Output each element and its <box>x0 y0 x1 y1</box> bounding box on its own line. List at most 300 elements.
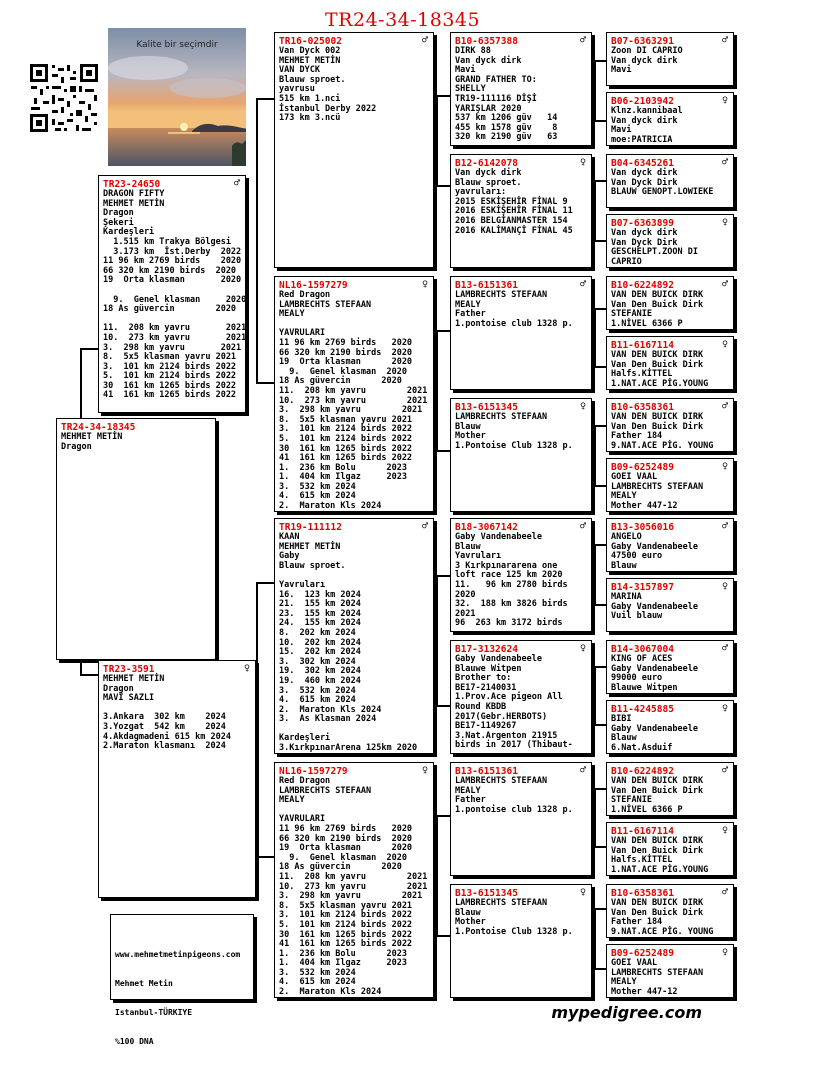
qr-code <box>28 62 100 134</box>
detail-line: Gaby Vandenabeele <box>611 723 698 734</box>
female-icon: ♀ <box>243 663 250 674</box>
detail-line: Blauw sproet. <box>455 177 522 188</box>
detail-line: İstanbul Derby 2022 <box>279 103 377 114</box>
detail-line: MEALY <box>455 299 481 310</box>
detail-line: MEHMET METİN <box>103 198 165 209</box>
detail-line: 18 As güvercin 2020 <box>279 862 402 873</box>
ring-number: TR24-34-18345 <box>61 422 136 433</box>
ring-number: B14-3157897 <box>611 582 674 593</box>
male-icon: ♂ <box>579 35 586 46</box>
detail-line: 2015 ESKİŞEHİR FİNAL 9 <box>455 196 568 207</box>
ring-number: B12-6142078 <box>455 158 518 169</box>
detail-line: MEHMET METİN <box>61 432 123 442</box>
detail-line: 47500 euro <box>611 551 663 562</box>
detail-line: Mavi <box>455 65 476 76</box>
pigeon-details <box>611 291 729 329</box>
pigeon-details <box>279 47 429 124</box>
gggp-box-9[interactable] <box>606 518 734 572</box>
female-icon: ♀ <box>721 217 728 228</box>
detail-line: LAMBRECHTS STEFAAN <box>455 776 548 786</box>
ring-number: B13-6151345 <box>455 402 518 413</box>
detail-line: Dragon <box>61 441 92 452</box>
detail-line: Van dyck dirk <box>611 55 678 66</box>
pigeon-details <box>611 593 729 622</box>
detail-line: Kardeşleri <box>103 227 155 238</box>
detail-line: LAMBRECHTS STEFAAN <box>455 898 548 908</box>
detail-line: birds in 2017 (Thibaut- <box>455 740 573 751</box>
pigeon-details <box>455 655 587 751</box>
detail-line: 3. 302 km 2024 <box>279 656 356 667</box>
male-icon: ♂ <box>721 887 728 898</box>
detail-line: LAMBRECHTS STEFAAN <box>455 290 548 300</box>
ring-number: B07-6363899 <box>611 218 674 229</box>
female-icon: ♀ <box>579 157 586 168</box>
detail-line: 1.Pontoise Club 1328 p. <box>455 926 573 937</box>
ring-number: B13-6151345 <box>455 888 518 899</box>
ring-number: B18-3067142 <box>455 522 518 533</box>
pigeon-details <box>611 107 729 145</box>
detail-line: VAN DYCK <box>279 65 320 76</box>
detail-line: Blauw <box>455 541 481 552</box>
pigeon-details <box>455 899 587 937</box>
detail-line: Dragon <box>103 208 134 219</box>
detail-line: 3. 101 km 2124 birds 2022 <box>279 424 413 435</box>
ring-number: NL16-1597279 <box>279 766 348 777</box>
detail-line: 5. 101 km 2124 birds 2022 <box>279 433 413 444</box>
detail-line: 2016 ESKİŞEHİR FİNAL 11 <box>455 206 573 217</box>
detail-line: Father 184 <box>611 431 663 442</box>
detail-line: MEHMET METİN <box>103 674 165 684</box>
detail-line: Şekeri <box>103 217 134 228</box>
ring-number: B10-6358361 <box>611 402 674 413</box>
detail-line: 2. Maraton Kls 2024 <box>279 987 382 998</box>
ggp-box-5[interactable] <box>450 518 592 632</box>
detail-line: 11 96 km 2769 birds 2020 <box>103 256 242 267</box>
detail-line: 11. 208 km yavru 2021 <box>279 385 428 396</box>
gggp-box-15[interactable] <box>606 884 734 938</box>
detail-line: 6.Nat.Asduif <box>611 742 673 753</box>
detail-line: Father <box>455 795 486 806</box>
detail-line: SHELLY <box>455 84 486 95</box>
detail-line: 1.Pontoise Club 1328 p. <box>455 440 573 451</box>
male-icon: ♂ <box>721 401 728 412</box>
detail-line: MEHMET METİN <box>279 541 341 552</box>
detail-line: CAPRIO <box>611 256 642 267</box>
detail-line: 3 Kırkpınararena one <box>455 560 558 571</box>
detail-line: 96 263 km 3172 birds <box>455 618 563 629</box>
detail-line: 19 Orta klasman 2020 <box>103 275 242 286</box>
gggp-box-13[interactable] <box>606 762 734 816</box>
detail-line: 3.Nat.Argenton 21915 <box>455 730 558 741</box>
sire-dam-box[interactable] <box>274 276 434 512</box>
detail-line: Van Den Buick Dirk <box>611 421 704 432</box>
detail-line: 11 96 km 2769 birds 2020 <box>279 823 413 834</box>
detail-line: VAN DEN BUICK DIRK <box>611 412 704 422</box>
gggp-box-8[interactable] <box>606 458 734 512</box>
detail-line: Van dyck dirk <box>455 55 522 66</box>
ring-number: B17-3132624 <box>455 644 518 655</box>
detail-line: MEALY <box>279 309 305 320</box>
contact-website[interactable]: www.mehmetmetinpigeons.com <box>115 950 241 960</box>
detail-line: Halfs.KİTTEL <box>611 369 673 380</box>
detail-line: 3.173 km İst.Derby 2022 <box>103 246 242 257</box>
detail-line: 1. 404 km Ilgaz 2023 <box>279 958 407 969</box>
detail-line: 10. 202 km 2024 <box>279 637 361 648</box>
detail-line: Mavi <box>611 65 632 76</box>
detail-line: 10. 273 km yavru 2021 <box>279 881 428 892</box>
ring-number: B07-6363291 <box>611 36 674 47</box>
gggp-box-12[interactable] <box>606 700 734 754</box>
dam-box[interactable] <box>98 660 256 898</box>
detail-line: 1.NAT.ACE PİG.YOUNG <box>611 378 709 389</box>
detail-line: Red Dragon <box>279 776 331 786</box>
pigeon-details <box>279 777 429 998</box>
detail-line: 99000 euro <box>611 673 663 684</box>
sunset-photo <box>108 28 246 166</box>
detail-line: Mother 447-12 <box>611 500 678 511</box>
detail-line: 30 161 km 1265 birds 2022 <box>103 380 237 391</box>
detail-line: 537 km 1206 güv 14 <box>455 113 558 124</box>
detail-line: BLAUW GENOPT.LOWIEKE <box>611 187 714 198</box>
detail-line: GRAND FATHER TO: <box>455 74 537 85</box>
detail-line: Mother <box>455 917 486 928</box>
detail-line: 3. 532 km 2024 <box>279 967 356 978</box>
detail-line: 9. Genel klasman 2020 <box>279 366 407 377</box>
female-icon: ♀ <box>721 461 728 472</box>
pigeon-details <box>455 777 587 815</box>
detail-line: 5. 101 km 2124 birds 2022 <box>279 919 413 930</box>
gggp-box-4[interactable] <box>606 214 734 268</box>
male-icon: ♂ <box>721 643 728 654</box>
detail-line: 4. 615 km 2024 <box>279 695 356 706</box>
detail-line: 41 161 km 1265 birds 2022 <box>279 453 413 464</box>
detail-line: 1. 236 km Bolu 2023 <box>279 948 407 959</box>
detail-line: 41 161 km 1265 birds 2022 <box>103 390 237 401</box>
ring-number: B10-6224892 <box>611 766 674 777</box>
detail-line: Red Dragon <box>279 290 331 300</box>
ggp-box-8[interactable] <box>450 884 592 998</box>
detail-line: 2020 <box>455 589 476 600</box>
male-icon: ♂ <box>579 521 586 532</box>
detail-line: LAMBRECHTS STEFAAN <box>279 299 372 310</box>
gggp-box-6[interactable] <box>606 336 734 390</box>
detail-line: Dragon <box>103 683 134 694</box>
detail-line: 2016 KALİMANÇİ FİNAL 45 <box>455 225 573 236</box>
detail-line: 3.Ankara 302 km 2024 <box>103 712 226 723</box>
female-icon: ♀ <box>579 401 586 412</box>
contact-box <box>110 914 254 1046</box>
detail-line: YARIŞLAR 2020 <box>455 103 522 114</box>
detail-line: 1.NİVEL 6366 P <box>611 318 683 329</box>
detail-line: Blauw <box>455 907 481 918</box>
detail-line: 9. Genel klasman 2020 <box>103 294 247 305</box>
pigeon-details <box>103 189 247 401</box>
gggp-box-10[interactable] <box>606 578 734 632</box>
detail-line: 2. Maraton Kls 2024 <box>279 501 382 512</box>
gggp-box-3[interactable] <box>606 154 734 208</box>
detail-line: Blauwe Witpen <box>455 663 522 674</box>
detail-line: 1.NAT.ACE PİG.YOUNG <box>611 864 709 875</box>
detail-line: GOEI VAAL <box>611 472 658 482</box>
ring-number: TR19-111112 <box>279 522 342 533</box>
detail-line: 19. 302 km 2024 <box>279 666 361 677</box>
detail-line: moe:PATRICIA <box>611 134 673 145</box>
detail-line: Blauw sproet. <box>279 560 346 571</box>
detail-line: Van dyck dirk <box>611 228 678 238</box>
detail-line: YAVRULARI <box>279 814 326 825</box>
detail-line: Kardeşleri <box>279 733 331 744</box>
detail-line: 9.NAT.ACE PİG. YOUNG <box>611 926 714 937</box>
detail-line: LAMBRECHTS STEFAAN <box>279 785 372 796</box>
detail-line: 3. As Klasman 2024 <box>279 714 377 725</box>
detail-line: 5. 101 km 2124 birds 2022 <box>103 371 237 382</box>
detail-line: 3.KırkpınarArena 125km 2020 <box>279 743 418 754</box>
ring-number: B09-6252489 <box>611 948 674 959</box>
detail-line: 1.Prov.Ace pigeon All <box>455 692 563 703</box>
detail-line: MEALY <box>455 785 481 796</box>
detail-line: 18 As güvercin 2020 <box>103 304 237 315</box>
detail-line: Gaby Vandenabeele <box>611 541 698 552</box>
pigeon-details <box>611 229 729 267</box>
detail-line: 41 161 km 1265 birds 2022 <box>279 939 413 950</box>
gggp-box-5[interactable] <box>606 276 734 330</box>
contact-dna: %100 DNA <box>115 1036 154 1046</box>
detail-line: 11. 208 km yavru 2021 <box>103 323 247 334</box>
detail-line: BE17-1149267 <box>455 721 517 732</box>
detail-line: DRAGON FIFTY <box>103 189 165 199</box>
detail-line: Zoon DI CAPRIO <box>611 46 683 56</box>
detail-line: Blauwe Witpen <box>611 682 678 693</box>
detail-line: Van Den Buick Dirk <box>611 907 704 918</box>
detail-line: Van Den Buick Dirk <box>611 299 704 310</box>
contact-location: Istanbul-TÜRKIYE <box>115 1007 193 1017</box>
detail-line: 3. 101 km 2124 birds 2022 <box>279 910 413 921</box>
detail-line: 30 161 km 1265 birds 2022 <box>279 929 413 940</box>
detail-line: yavruları: <box>455 187 507 198</box>
male-icon: ♂ <box>421 521 428 532</box>
detail-line: 320 km 2190 güv 63 <box>455 132 558 143</box>
ggp-box-3[interactable] <box>450 276 592 390</box>
ring-number: B11-6167114 <box>611 826 674 837</box>
detail-line: Gaby Vandenabeele <box>455 654 542 664</box>
detail-line: 32. 188 km 3826 birds <box>455 599 568 610</box>
ggp-box-1[interactable] <box>450 32 592 146</box>
female-icon: ♀ <box>721 947 728 958</box>
detail-line: GOEI VAAL <box>611 958 658 968</box>
male-icon: ♂ <box>579 765 586 776</box>
male-icon: ♂ <box>721 765 728 776</box>
detail-line: 18 As güvercin 2020 <box>279 376 402 387</box>
detail-line: 3. 298 km yavru 2021 <box>279 405 423 416</box>
pigeon-details <box>103 675 251 752</box>
detail-line: 3. 532 km 2024 <box>279 685 356 696</box>
pigeon-details <box>279 291 429 512</box>
detail-line: Klnz.kannibaal <box>611 106 683 116</box>
detail-line: TR19-111116 DİŞİ <box>455 93 537 104</box>
detail-line: KAAN <box>279 532 300 542</box>
detail-line: BE17-2140031 <box>455 682 517 693</box>
detail-line: 23. 155 km 2024 <box>279 608 361 619</box>
ring-number: B13-3056016 <box>611 522 674 533</box>
ggp-box-6[interactable] <box>450 640 592 754</box>
detail-line: 10. 273 km yavru 2021 <box>279 395 428 406</box>
ring-number: B04-6345261 <box>611 158 674 169</box>
female-icon: ♀ <box>721 581 728 592</box>
detail-line: 11. 208 km yavru 2021 <box>279 871 428 882</box>
detail-line: BIBI <box>611 714 632 724</box>
detail-line: 1. 236 km Bolu 2023 <box>279 462 407 473</box>
detail-line: MEALY <box>611 491 637 502</box>
detail-line: MEALY <box>279 795 305 806</box>
gggp-box-1[interactable] <box>606 32 734 86</box>
pigeon-details <box>455 47 587 143</box>
detail-line: Van Dyck 002 <box>279 46 341 56</box>
detail-line: Vuil blauw <box>611 611 663 622</box>
detail-line: STEFANIE <box>611 795 652 806</box>
male-icon: ♂ <box>421 35 428 46</box>
female-icon: ♀ <box>579 887 586 898</box>
ggp-box-4[interactable] <box>450 398 592 512</box>
detail-line: MAVİ SAZLI <box>103 693 155 704</box>
detail-line: Van dyck dirk <box>611 115 678 126</box>
detail-line: 11 96 km 2769 birds 2020 <box>279 337 413 348</box>
sire-box[interactable] <box>98 175 246 413</box>
sire-sire-box[interactable] <box>274 32 434 268</box>
pigeon-details <box>611 715 729 753</box>
male-icon: ♂ <box>721 521 728 532</box>
detail-line: 3. 532 km 2024 <box>279 481 356 492</box>
pedigree-title: TR24-34-18345 <box>325 9 481 31</box>
detail-line: Brother to: <box>455 673 512 684</box>
detail-line: 19 Orta klasman 2020 <box>279 357 413 368</box>
detail-line: Gaby Vandenabeele <box>455 532 542 542</box>
ring-number: TR23-3591 <box>103 664 155 675</box>
gggp-box-11[interactable] <box>606 640 734 694</box>
detail-line: 30 161 km 1265 birds 2022 <box>279 443 413 454</box>
ring-number: B14-3067004 <box>611 644 674 655</box>
female-icon: ♀ <box>579 643 586 654</box>
detail-line: 515 km 1.nci <box>279 93 341 104</box>
ggp-box-7[interactable] <box>450 762 592 876</box>
pigeon-details <box>611 959 729 997</box>
ring-number: B11-4245885 <box>611 704 674 715</box>
detail-line: KING OF ACES <box>611 654 673 664</box>
detail-line: Mavi <box>611 125 632 136</box>
detail-line: Round KBDB <box>455 701 507 712</box>
detail-line: 1.NİVEL 6366 P <box>611 804 683 815</box>
brand-logo[interactable]: mypedigree.com <box>551 1003 702 1022</box>
detail-line: Mother <box>455 431 486 442</box>
detail-line: 19. 460 km 2024 <box>279 675 361 686</box>
female-icon: ♀ <box>721 703 728 714</box>
detail-line: YAVRULARI <box>279 328 326 339</box>
dam-dam-box[interactable] <box>274 762 434 998</box>
detail-line: 66 320 km 2190 birds 2020 <box>103 265 237 276</box>
dam-sire-box[interactable] <box>274 518 434 754</box>
pigeon-details <box>611 899 729 937</box>
detail-line: 2016 BELGİANMASTER 154 <box>455 215 568 226</box>
male-icon: ♂ <box>721 35 728 46</box>
detail-line: 2. Maraton Kls 2024 <box>279 704 382 715</box>
detail-line: MEALY <box>611 977 637 988</box>
pigeon-details <box>611 473 729 511</box>
detail-line: 8. 5x5 klasman yavru 2021 <box>279 414 413 425</box>
gggp-box-7[interactable] <box>606 398 734 452</box>
detail-line: VAN DEN BUICK DIRK <box>611 350 704 360</box>
detail-line: 3. 101 km 2124 birds 2022 <box>103 361 237 372</box>
gggp-box-16[interactable] <box>606 944 734 998</box>
detail-line: Gaby Vandenabeele <box>611 601 698 612</box>
male-icon: ♂ <box>721 279 728 290</box>
detail-line: 4.Akdagmadeni 615 km 2024 <box>103 731 231 742</box>
detail-line: 8. 5x5 klasman yavru 2021 <box>279 900 413 911</box>
pigeon-details <box>455 413 587 451</box>
detail-line: Father 184 <box>611 917 663 928</box>
gggp-box-14[interactable] <box>606 822 734 876</box>
ring-number: TR16-025002 <box>279 36 342 47</box>
detail-line: 10. 273 km yavru 2021 <box>103 332 247 343</box>
detail-line: 173 km 3.ncü <box>279 113 341 124</box>
detail-line: Halfs.KİTTEL <box>611 855 673 866</box>
detail-line: Van Dyck Dirk <box>611 177 678 188</box>
ring-number: B10-6357388 <box>455 36 518 47</box>
pigeon-details <box>611 837 729 875</box>
ring-number: NL16-1597279 <box>279 280 348 291</box>
detail-line: VAN DEN BUICK DIRK <box>611 776 704 786</box>
ggp-box-2[interactable] <box>450 154 592 268</box>
detail-line: 1.pontoise club 1328 p. <box>455 804 573 815</box>
detail-line: loft race 125 km 2020 <box>455 570 563 581</box>
detail-line: 16. 123 km 2024 <box>279 589 361 600</box>
ring-number: B10-6358361 <box>611 888 674 899</box>
pigeon-details <box>611 47 729 76</box>
male-icon: ♂ <box>579 279 586 290</box>
pigeon-details <box>611 413 729 451</box>
detail-line: 2.Maraton klasmanı 2024 <box>103 741 226 752</box>
pigeon-details <box>611 655 729 693</box>
detail-line: 66 320 km 2190 birds 2020 <box>279 347 413 358</box>
pigeon-details <box>279 533 429 754</box>
detail-line: 19 Orta klasman 2020 <box>279 843 413 854</box>
detail-line: GESCHELPT.ZOON DI <box>611 247 698 258</box>
detail-line: Yavruları <box>455 551 502 562</box>
detail-line: 24. 155 km 2024 <box>279 618 361 629</box>
detail-line: 8. 5x5 klasman yavru 2021 <box>103 352 237 363</box>
detail-line: 1. 404 km Ilgaz 2023 <box>279 472 407 483</box>
detail-line: 21. 155 km 2024 <box>279 599 361 610</box>
pigeon-details <box>611 777 729 815</box>
ring-number: B13-6151361 <box>455 280 518 291</box>
detail-line: LAMBRECHTS STEFAAN <box>455 412 548 422</box>
detail-line: 66 320 km 2190 birds 2020 <box>279 833 413 844</box>
contact-name: Mehmet Metin <box>115 978 173 988</box>
detail-line: Blauw <box>455 421 481 432</box>
detail-line: 455 km 1578 güv 8 <box>455 122 558 133</box>
detail-line: Van Dyck Dirk <box>611 237 678 248</box>
ring-number: B13-6151361 <box>455 766 518 777</box>
subject-box[interactable] <box>56 418 216 660</box>
detail-line: Gaby <box>279 551 300 562</box>
pigeon-details <box>61 433 211 452</box>
ring-number: B09-6252489 <box>611 462 674 473</box>
ring-number: B06-2103942 <box>611 96 674 107</box>
gggp-box-2[interactable] <box>606 92 734 146</box>
detail-line: DIRK 88 <box>455 46 491 56</box>
detail-line: 8. 202 km 2024 <box>279 627 356 638</box>
detail-line: 2017(Gebr.HERBOTS) <box>455 711 548 722</box>
ring-number: B11-6167114 <box>611 340 674 351</box>
detail-line: MARINA <box>611 592 642 602</box>
